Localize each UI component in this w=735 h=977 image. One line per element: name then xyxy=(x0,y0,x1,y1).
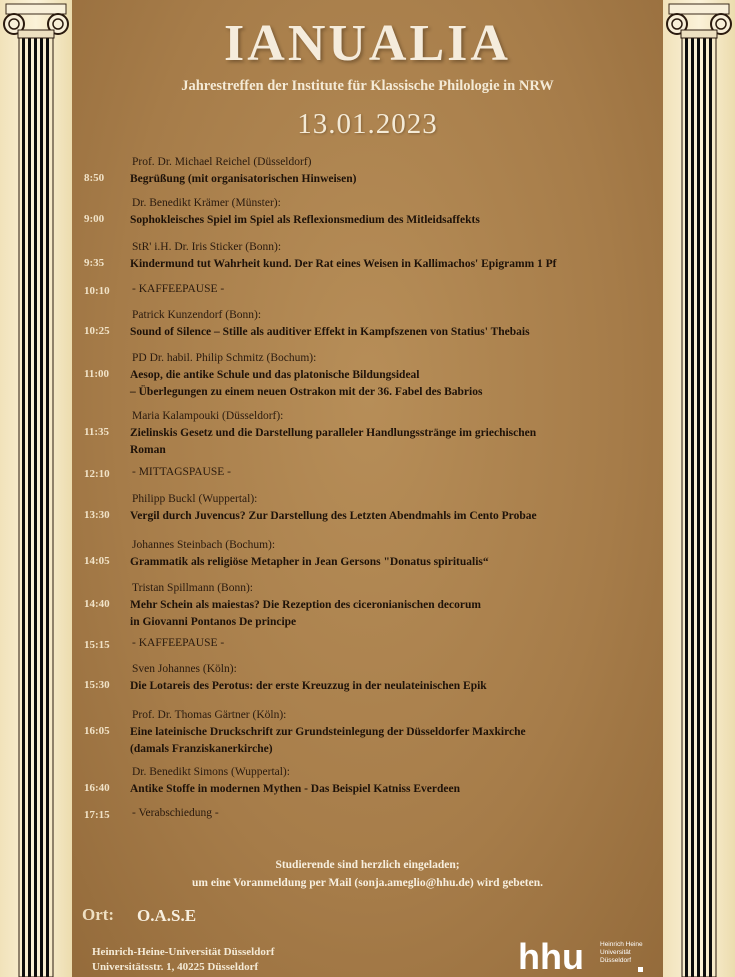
talk-title: Die Lotareis des Perotus: der erste Kreuzzug in der neulateinischen Epik xyxy=(130,680,487,692)
schedule-time: 14:05 xyxy=(84,555,110,567)
poster-subtitle: Jahrestreffen der Institute für Klassische Philologie in NRW xyxy=(181,78,554,94)
talk-title: Kindermund tut Wahrheit kund. Der Rat eines Weisen in Kallimachos' Epigramm 1 Pf xyxy=(130,258,557,270)
schedule-time: 10:25 xyxy=(84,325,110,337)
talk-title: Eine lateinische Druckschrift zur Grundsteinlegung der Düsseldorfer Maxkirche xyxy=(130,726,526,738)
schedule-time: 9:35 xyxy=(84,257,105,269)
schedule-time: 16:05 xyxy=(84,725,110,737)
speaker-name: Patrick Kunzendorf (Bonn): xyxy=(132,309,262,321)
location-value: O.A.S.E xyxy=(137,906,197,925)
hhu-logo-text: hhu xyxy=(518,936,584,976)
speaker-name: StR' i.H. Dr. Iris Sticker (Bonn): xyxy=(132,241,282,253)
talk-title: Grammatik als religiöse Metapher in Jean Gersons "Donatus spiritualis“ xyxy=(130,556,489,568)
left-column-strip xyxy=(0,0,72,977)
talk-title: in Giovanni Pontanos De principe xyxy=(130,616,297,628)
hhu-logo-sub-3: Düsseldorf xyxy=(600,957,632,964)
location-label: Ort: xyxy=(82,905,115,924)
poster-title: IANUALIA xyxy=(224,15,511,72)
schedule-time: 9:00 xyxy=(84,213,105,225)
break-label: - MITTAGSPAUSE - xyxy=(132,466,231,478)
speaker-name: PD Dr. habil. Philip Schmitz (Bochum): xyxy=(132,352,317,364)
poster-panel xyxy=(72,0,663,977)
talk-title: Zielinskis Gesetz und die Darstellung paralleler Handlungsstränge im griechischen xyxy=(130,427,537,439)
talk-title: Begrüßung (mit organisatorischen Hinweisen) xyxy=(130,173,357,185)
talk-title: Roman xyxy=(130,444,166,456)
speaker-name: Prof. Dr. Michael Reichel (Düsseldorf) xyxy=(132,156,312,168)
speaker-name: Johannes Steinbach (Bochum): xyxy=(132,539,276,551)
speaker-name: Philipp Buckl (Wuppertal): xyxy=(132,493,258,505)
right-column-strip xyxy=(663,0,735,977)
schedule-time: 14:40 xyxy=(84,598,110,610)
schedule-time: 13:30 xyxy=(84,509,110,521)
speaker-name: Maria Kalampouki (Düsseldorf): xyxy=(132,410,284,422)
address xyxy=(92,945,274,975)
ionic-column-left xyxy=(0,0,72,977)
registration-note-line1: Studierende sind herzlich eingeladen; xyxy=(275,859,460,871)
schedule-time: 11:35 xyxy=(84,426,110,438)
schedule-time: 10:10 xyxy=(84,285,110,297)
schedule-time: 12:10 xyxy=(84,468,110,480)
talk-title: (damals Franziskanerkirche) xyxy=(130,743,273,755)
schedule-time: 8:50 xyxy=(84,172,105,184)
speaker-name: Tristan Spillmann (Bonn): xyxy=(132,582,253,594)
talk-title: Vergil durch Juvencus? Zur Darstellung des Letzten Abendmahls im Cento Probae xyxy=(130,510,537,522)
registration-note xyxy=(72,856,663,892)
break-label: - Verabschiedung - xyxy=(132,807,219,819)
event-date: 13.01.2023 xyxy=(297,108,438,140)
hhu-logo-sub-2: Universität xyxy=(600,949,631,956)
break-label: - KAFFEEPAUSE - xyxy=(132,637,225,649)
talk-title: Mehr Schein als maiestas? Die Rezeption des ciceronianischen decorum xyxy=(130,599,481,611)
registration-note-line2: um eine Voranmeldung per Mail (sonja.ameglio@hhu.de) wird gebeten. xyxy=(191,877,544,889)
hhu-logo-dot xyxy=(638,967,643,972)
speaker-name: Dr. Benedikt Krämer (Münster): xyxy=(132,197,281,209)
ionic-column-right xyxy=(663,0,735,977)
talk-title: Sophokleisches Spiel im Spiel als Reflexionsmedium des Mitleidsaffekts xyxy=(130,214,480,226)
schedule-time: 16:40 xyxy=(84,782,110,794)
talk-title: Aesop, die antike Schule und das platonische Bildungsideal xyxy=(130,369,420,381)
speaker-name: Sven Johannes (Köln): xyxy=(132,663,237,675)
schedule-time: 11:00 xyxy=(84,368,110,380)
hhu-logo-sub-1: Heinrich Heine xyxy=(600,941,643,948)
address-line2: Universitätsstr. 1, 40225 Düsseldorf xyxy=(92,961,259,973)
talk-title: – Überlegungen zu einem neuen Ostrakon mit der 36. Fabel des Babrios xyxy=(130,386,483,398)
schedule-time: 17:15 xyxy=(84,809,110,821)
break-label: - KAFFEEPAUSE - xyxy=(132,283,225,295)
schedule-time: 15:15 xyxy=(84,639,110,651)
hhu-logo xyxy=(518,936,653,976)
schedule-time: 15:30 xyxy=(84,679,110,691)
address-line1: Heinrich-Heine-Universität Düsseldorf xyxy=(92,946,275,958)
talk-title: Antike Stoffe in modernen Mythen - Das Beispiel Katniss Everdeen xyxy=(130,783,460,795)
talk-title: Sound of Silence – Stille als auditiver Effekt in Kampfszenen von Statius' Thebais xyxy=(130,326,530,338)
speaker-name: Dr. Benedikt Simons (Wuppertal): xyxy=(132,766,290,778)
speaker-name: Prof. Dr. Thomas Gärtner (Köln): xyxy=(132,709,287,721)
